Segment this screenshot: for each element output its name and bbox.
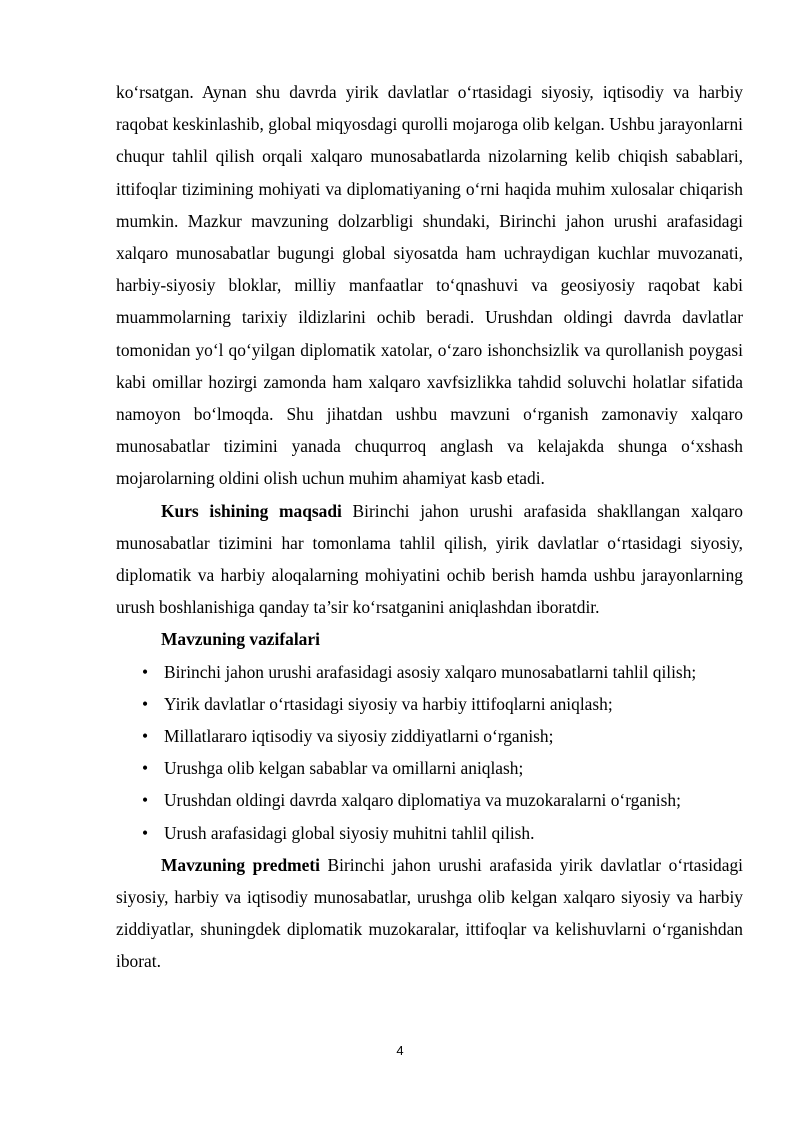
tasks-list: [116, 656, 743, 849]
page-content: [116, 76, 743, 978]
list-item: • Birinchi jahon urushi arafasidagi asosiy xalqaro munosabatlarni tahlil qilish;: [116, 656, 743, 688]
list-item: • Urushga olib kelgan sabablar va omillarni aniqlash;: [116, 752, 743, 784]
goal-label: Kurs ishining maqsadi: [161, 500, 342, 521]
page-number: 4: [396, 1043, 404, 1058]
list-item: • Millatlararo iqtisodiy va siyosiy ziddiyatlarni o‘rganish;: [116, 720, 743, 752]
goal-paragraph: [116, 495, 743, 624]
bullet-icon: •: [141, 726, 149, 747]
bullet-icon: •: [141, 693, 149, 714]
intro-paragraph: ko‘rsatgan. Aynan shu davrda yirik davlatlar o‘rtasidagi siyosiy, iqtisodiy va harbiy raqobat keskinlashib, global miqyosdagi qurolli mojaroga olib kelgan. Ushbu jarayonlarni chuqur tahlil qilish orqali xalqaro munosabatlarda nizolarning kelib chiqish sabablari, ittifoqlar tizimining mohiyati va diplomatiyaning o‘rni haqida muhim xulosalar chiqarish mumkin. Mazkur mavzuning dolzarbligi shundaki, Birinchi jahon urushi arafasidagi xalqaro munosabatlar bugungi global siyosatda ham uchraydigan kuchlar muvozanati, harbiy-siyosiy bloklar, milliy manfaatlar to‘qnashuvi va geosiyosiy raqobat kabi muammolarning tarixiy ildizlarini ochib beradi. Urushdan oldingi davrda davlatlar tomonidan yo‘l qo‘yilgan diplomatik xatolar, o‘zaro ishonchsizlik va qurollanish poygasi kabi omillar hozirgi zamonda ham xalqaro xavfsizlikka tahdid soluvchi holatlar sifatida namoyon bo‘lmoqda. Shu jihatdan ushbu mavzuni o‘rganish zamonaviy xalqaro munosabatlar tizimini yanada chuqurroq anglash va kelajakda shunga o‘xshash mojarolarning oldini olish uchun muhim ahamiyat kasb etadi.: [116, 82, 743, 489]
subject-paragraph: [116, 849, 743, 978]
subject-text: Birinchi jahon urushi arafasida yirik davlatlar o‘rtasidagi siyosiy, harbiy va iqtisodiy munosabatlar, urushga olib kelgan xalqaro siyosiy va harbiy ziddiyatlar, shuningdek diplomatik muzokaralar, ittifoqlar va kelishuvlarni o‘rganishdan iborat.: [116, 854, 743, 972]
list-item: • Yirik davlatlar o‘rtasidagi siyosiy va harbiy ittifoqlarni aniqlash;: [116, 688, 743, 720]
list-item: • Urushdan oldingi davrda xalqaro diplomatiya va muzokaralarni o‘rganish;: [116, 784, 743, 816]
bullet-icon: •: [141, 790, 149, 811]
bullet-icon: •: [141, 758, 149, 779]
bullet-icon: •: [141, 661, 149, 682]
bullet-icon: •: [141, 822, 149, 843]
goal-text: Birinchi jahon urushi arafasida shakllangan xalqaro munosabatlar tizimini har tomonlama tahlil qilish, yirik davlatlar o‘rtasidagi siyosiy, diplomatik va harbiy aloqalarning mohiyatini ochib berish hamda ushbu jarayonlarning urush boshlanishiga qanday ta’sir ko‘rsatganini aniqlashdan iboratdir.: [116, 500, 743, 618]
tasks-heading: Mavzuning vazifalari: [161, 629, 320, 650]
subject-label: Mavzuning predmeti: [161, 854, 320, 875]
list-item: • Urush arafasidagi global siyosiy muhitni tahlil qilish.: [116, 817, 743, 849]
